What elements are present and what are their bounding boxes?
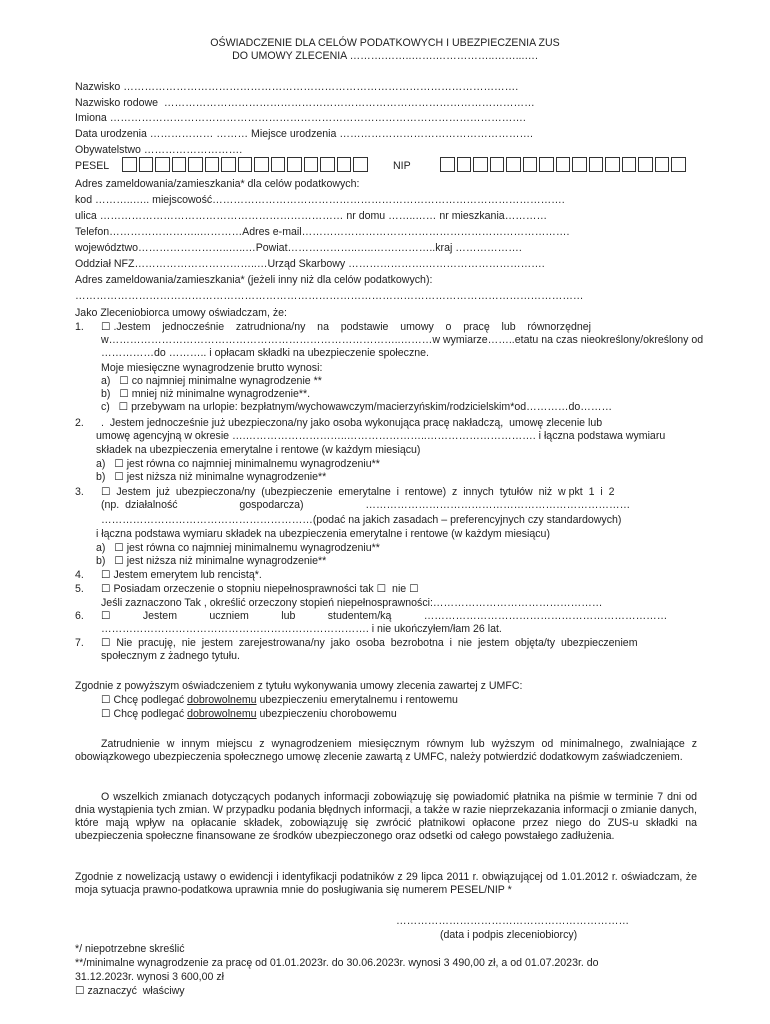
item-1-option-c[interactable]: c) ☐ przebywam na urlopie: bezpłatnym/wychowawczym/macierzyńskim/rodzicielskim*od…………do………	[101, 401, 613, 413]
voluntary-option-pension-post: ubezpieczeniu emerytalnemu i rentowemu	[256, 694, 458, 706]
item-2-line-1[interactable]: . Jestem jednocześnie już ubezpieczona/ny jako osoba wykonująca pracę nakładczą, umowę zlecenie lub	[101, 417, 603, 429]
paragraph-changes: O wszelkich zmianach dotyczących podanych informacji zobowiązuję się powiadomić płatnika na piśmie w terminie 7 dni od dnia wystąpienia tych zmian. W przypadku podania błędnych informacji, a także w razie nieprzekazania informacji o zmianie danych, które mają wpływ na opłacanie składek, zobowiązuję się zwrócić płatnikowi opłacone przez niego do ZUS-u składki na ubezpieczenia społeczne finansowane ze środków ubezpieczonego oraz odsetki od całego powstałego zadłużenia.	[75, 791, 697, 842]
item-1-option-b[interactable]: b) ☐ mniej niż minimalne wynagrodzenie**.	[101, 388, 311, 400]
footnote-3: ☐ zaznaczyć właściwy	[75, 985, 185, 997]
nazwisko-rodowe-field[interactable]: Nazwisko rodowe ……………………………………………………………………………………………	[75, 97, 535, 109]
signature-label: (data i podpis zleceniobiorcy)	[440, 929, 578, 941]
item-5-line-1[interactable]: ☐ Posiadam orzeczenie o stopniu niepełnosprawności tak ☐ nie ☐	[101, 583, 419, 595]
oddzial-field[interactable]: Oddział NFZ……………………………..…Urząd Skarbowy ………………….…………………………….	[75, 258, 545, 270]
voluntary-option-sickness-underlined: dobrowolnemu	[187, 708, 257, 720]
declaration-intro: Jako Zleceniobiorca umowy oświadczam, że:	[75, 307, 287, 319]
footnote-1: */ niepotrzebne skreślić	[75, 943, 185, 955]
item-3-number: 3.	[75, 486, 84, 498]
pesel-label: PESEL	[75, 160, 110, 172]
voluntary-option-sickness[interactable]	[101, 708, 397, 721]
item-2-option-b[interactable]: b) ☐ jest niższa niż minimalne wynagrodzenie**	[96, 471, 327, 483]
item-3-option-b[interactable]: b) ☐ jest niższa niż minimalne wynagrodzenie**	[96, 555, 327, 567]
nip-label: NIP	[393, 160, 411, 172]
item-2-line-2: umowę agencyjną w okresie ….………………………..…………………..…………………………. i łączna podstawa wymiaru	[96, 430, 666, 442]
item-3-line-4: i łączna podstawa wymiaru składek na ubezpieczenia emerytalne i rentowe (w każdym miesiącu)	[96, 528, 550, 540]
obywatelstwo-field[interactable]: Obywatelstwo ……………………….	[75, 144, 243, 156]
data-urodzenia-field[interactable]: Data urodzenia ……………… ……… Miejsce urodzenia ……………………………………………….	[75, 128, 533, 140]
voluntary-option-pension[interactable]	[101, 694, 458, 707]
item-7-number: 7.	[75, 637, 84, 649]
item-7-line-2: społecznym z żadnego tytułu.	[101, 650, 240, 662]
paragraph-employment: Zatrudnienie w innym miejscu z wynagrodzeniem miesięcznym równym lub wyższym od minimalnego, zwalniające z obowiązkowego ubezpieczenia społecznego umowę zlecenie zawartą z UMFC, należy potwierdzić dodatkowym zaświadczeniem.	[75, 738, 697, 763]
item-1-line-3: ……………do ……….. i opłacam składki na ubezpieczenie społeczne.	[101, 347, 429, 359]
item-1-number: 1.	[75, 321, 84, 333]
footnote-2-line-2: 31.12.2023r. wynosi 3 600,00 zł	[75, 971, 225, 983]
ulica-field[interactable]: ulica …………………………………………………………… nr domu ……..…… nr mieszkania…………	[75, 210, 548, 222]
item-6-line-1[interactable]: ☐ Jestem uczniem lub studentem/ką ……………………………………………………………	[101, 610, 668, 622]
address-heading: Adres zameldowania/zamieszkania* dla celów podatkowych:	[75, 178, 360, 190]
address-2-field[interactable]: ………………………………………………………………………………………………………………………………	[75, 290, 584, 302]
item-6-line-2: …………………………………………………………………. i nie ukończyłem/łam 26 lat.	[101, 623, 502, 635]
telefon-field[interactable]: Telefon……………………..…………Adres e-mail………………………………………………………………….	[75, 226, 570, 238]
title-line-1: OŚWIADCZENIE DLA CELÓW PODATKOWYCH I UBEZPIECZENIA ZUS	[210, 37, 560, 49]
footnote-2-line-1: **/minimalne wynagrodzenie za pracę od 01.01.2023r. do 30.06.2023r. wynosi 3 490,00 zł, a od 01.07.2023r. do	[75, 957, 599, 969]
item-1-line-4: Moje miesięczne wynagrodzenie brutto wynosi:	[101, 362, 323, 374]
item-4-line-1[interactable]: ☐ Jestem emerytem lub rencistą*.	[101, 569, 262, 581]
item-1-line-1[interactable]: ☐ .Jestem jednocześnie zatrudniona/ny na podstawie umowy o pracę lub równorzędnej	[101, 321, 591, 333]
item-1-option-a[interactable]: a) ☐ co najmniej minimalne wynagrodzenie **	[101, 375, 322, 387]
nip-boxes[interactable]	[440, 157, 688, 173]
voluntary-option-pension-pre: ☐ Chcę podlegać	[101, 694, 188, 706]
item-3-line-3: ……………………………………………………(podać na jakich zasadach – preferencyjnych czy standardowych)	[101, 514, 622, 526]
kod-field[interactable]: kod ………..….. miejscowość……………………………………………………………………………………….	[75, 194, 565, 206]
nazwisko-field[interactable]: Nazwisko ………………………………………………………………………………………………….	[75, 81, 519, 93]
signature-line[interactable]: …………………………………………………………	[396, 915, 630, 927]
pesel-boxes[interactable]	[122, 157, 370, 173]
item-3-option-a[interactable]: a) ☐ jest równa co najmniej minimalnemu wynagrodzeniu**	[96, 542, 380, 554]
item-2-line-3: składek na ubezpieczenia emerytalne i rentowe (w każdym miesiącu)	[96, 444, 421, 456]
item-6-number: 6.	[75, 610, 84, 622]
voluntary-option-sickness-pre: ☐ Chcę podlegać	[101, 708, 188, 720]
item-1-line-2: w………………………………………………………………………..………w wymiarze……..etatu na czas nieokreślony/określony od	[101, 334, 704, 346]
item-5-line-2: Jeśli zaznaczono Tak , określić orzeczony stopień niepełnosprawności:…………………………………………	[101, 597, 603, 609]
wojewodztwo-field[interactable]: województwo……………………..…..…Powiat………………..…..…….………..kraj ……………….	[75, 242, 522, 254]
paragraph-pesel-nip: Zgodnie z nowelizacją ustawy o ewidencji i identyfikacji podatników z 29 lipca 2011 r. obwiązującej od 1.01.2012 r. oświadczam, że moja sytuacja prawno-podatkowa uprawnia mnie do posługiwania się numerem PESEL/NIP *	[75, 871, 697, 896]
item-7-line-1[interactable]: ☐ Nie pracuję, nie jestem zarejestrowana/ny jako osoba bezrobotna i nie jestem objęta/ty ubezpieczeniem	[101, 637, 638, 649]
voluntary-intro: Zgodnie z powyższym oświadczeniem z tytułu wykonywania umowy zlecenia zawartej z UMFC:	[75, 680, 523, 692]
item-3-line-1[interactable]: ☐ Jestem już ubezpieczona/ny (ubezpieczenie emerytalne i rentowe) z innych tytułów niż w pkt 1 i 2	[101, 486, 615, 498]
address-heading-2: Adres zameldowania/zamieszkania* (jeżeli inny niż dla celów podatkowych):	[75, 274, 433, 286]
item-2-option-a[interactable]: a) ☐ jest równa co najmniej minimalnemu wynagrodzeniu**	[96, 458, 380, 470]
title-line-2: DO UMOWY ZLECENIA ……….……..…….……………..……...….	[232, 50, 538, 62]
item-3-line-2: (np. działalność gospodarcza) …………………………………………………………………	[101, 499, 631, 511]
item-4-number: 4.	[75, 569, 84, 581]
voluntary-option-pension-underlined: dobrowolnemu	[187, 694, 257, 706]
item-5-number: 5.	[75, 583, 84, 595]
item-2-number: 2.	[75, 417, 84, 429]
imiona-field[interactable]: Imiona ……………………………………………………………………………………………………….	[75, 112, 526, 124]
voluntary-option-sickness-post: ubezpieczeniu chorobowemu	[256, 708, 397, 720]
